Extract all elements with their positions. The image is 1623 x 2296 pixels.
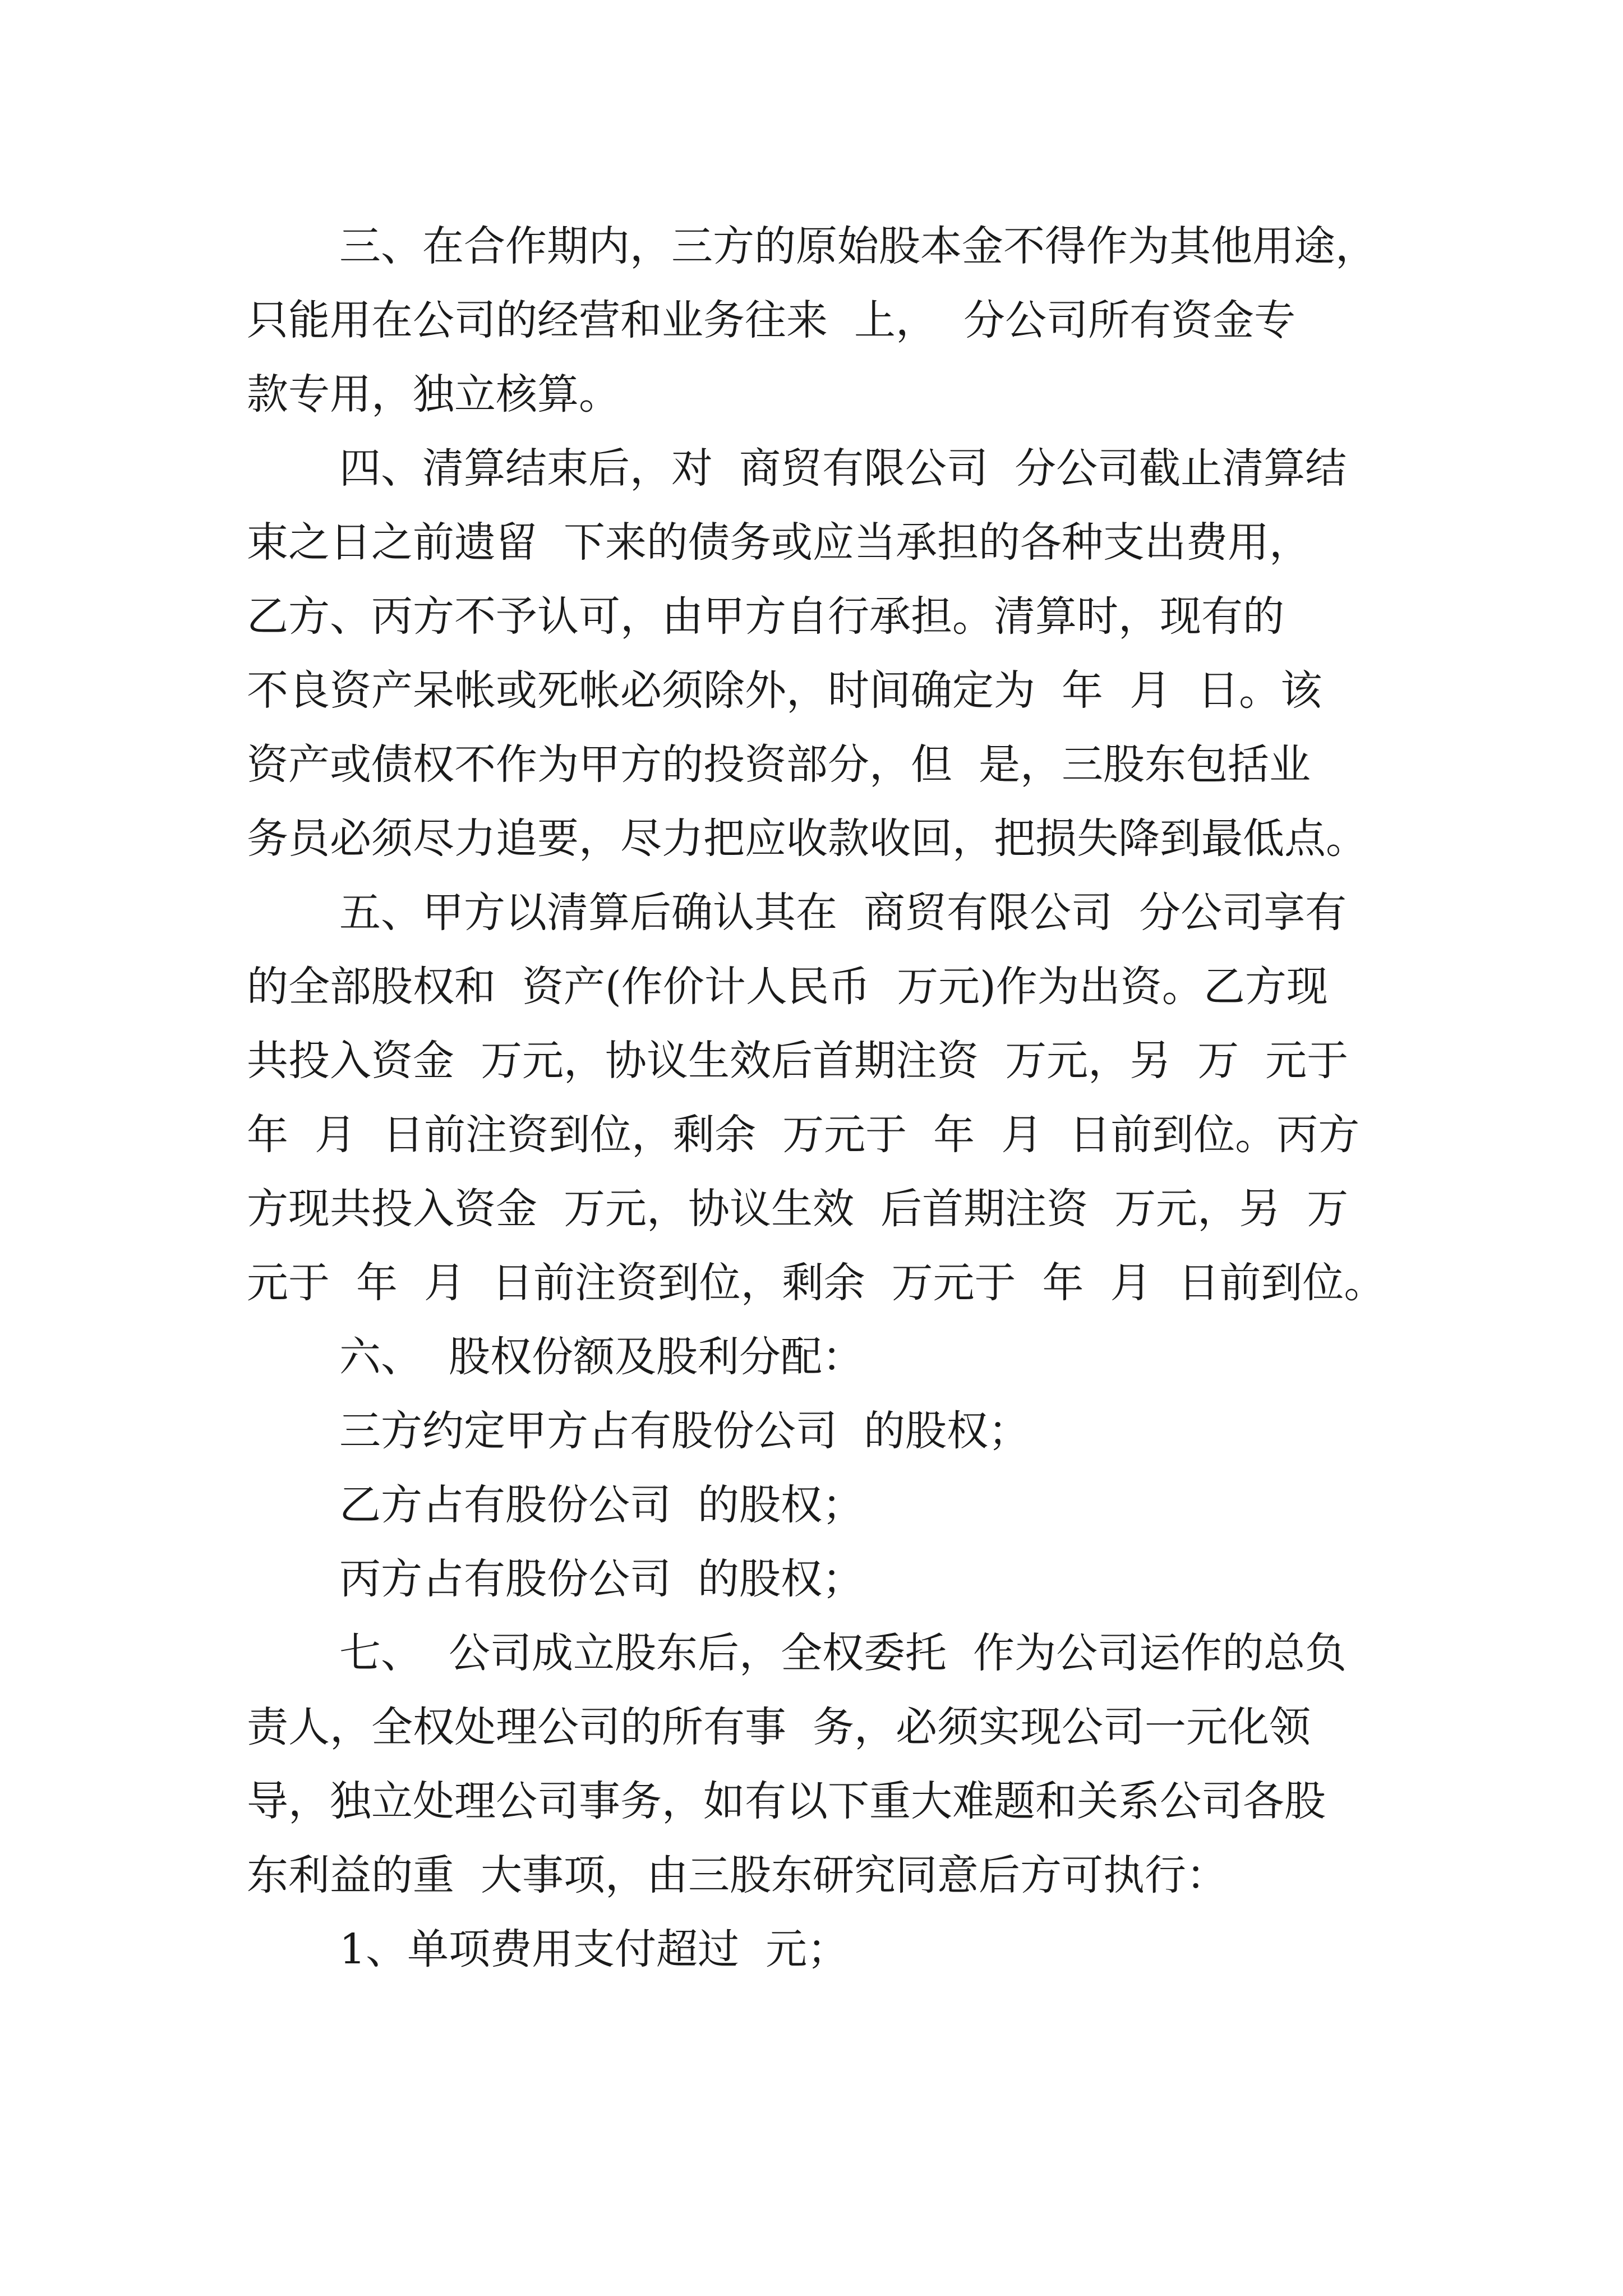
text-line: 束之日之前遗留 下来的债务或应当承担的各种支出费用， bbox=[247, 518, 1311, 567]
text-line: 年 月 日前注资到位，剩余 万元于 年 月 日前到位。丙方 bbox=[247, 1111, 1360, 1159]
text-line: 只能用在公司的经营和业务往来 上， 分公司所有资金专 bbox=[247, 296, 1296, 344]
text-line: 资产或债权不作为甲方的投资部分，但 是，三股东包括业 bbox=[247, 740, 1311, 789]
text-line: 不良资产呆帐或死帐必须除外，时间确定为 年 月 日。该 bbox=[247, 666, 1322, 715]
text-line: 七、 公司成立股东后，全权委托 作为公司运作的总负 bbox=[339, 1629, 1347, 1677]
text-line: 方现共投入资金 万元，协议生效 后首期注资 万元，另 万 bbox=[247, 1185, 1349, 1233]
text-line: 三、在合作期内，三方的原始股本金不得作为其他用途， bbox=[339, 222, 1377, 270]
text-line: 乙方、丙方不予认可，由甲方自行承担。清算时，现有的 bbox=[247, 592, 1284, 641]
text-line: 三方约定甲方占有股份公司 的股权； bbox=[339, 1407, 1030, 1455]
text-line: 责人，全权处理公司的所有事 务，必须实现公司一元化领 bbox=[247, 1703, 1311, 1751]
text-line: 四、清算结束后，对 商贸有限公司 分公司截止清算结 bbox=[339, 444, 1347, 493]
text-line: 乙方占有股份公司 的股权； bbox=[339, 1481, 864, 1529]
text-line: 导，独立处理公司事务，如有以下重大难题和关系公司各股 bbox=[247, 1777, 1326, 1825]
text-line: 东利益的重 大事项，由三股东研究同意后方可执行： bbox=[247, 1851, 1228, 1899]
text-line: 丙方占有股份公司 的股权； bbox=[339, 1555, 864, 1603]
text-line: 1、单项费用支付超过 元； bbox=[339, 1925, 849, 1973]
text-line: 的全部股权和 资产(作价计人民币 万元)作为出资。乙方现 bbox=[247, 963, 1328, 1011]
text-line: 元于 年 月 日前注资到位，剩余 万元于 年 月 日前到位。 bbox=[247, 1259, 1386, 1307]
text-line: 共投入资金 万元，协议生效后首期注资 万元，另 万 元于 bbox=[247, 1037, 1349, 1085]
text-line: 款专用，独立核算。 bbox=[247, 370, 620, 418]
text-line: 五、甲方以清算后确认其在 商贸有限公司 分公司享有 bbox=[339, 889, 1347, 937]
text-line: 六、 股权份额及股利分配： bbox=[339, 1333, 864, 1381]
text-line: 务员必须尽力追要，尽力把应收款收回，把损失降到最低点。 bbox=[247, 815, 1367, 863]
